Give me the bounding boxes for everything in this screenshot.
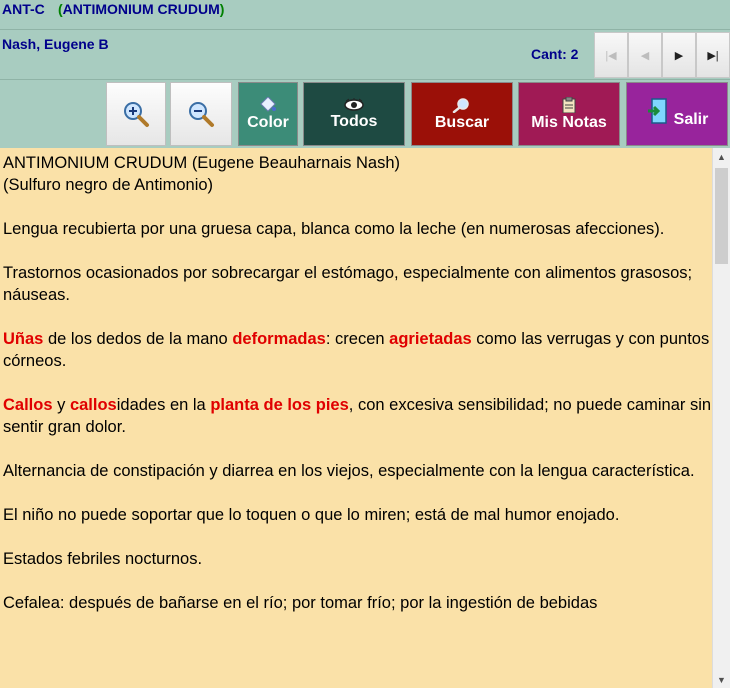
text-part: , con excesiva sensibilidad; no puede caminar sin sentir gran dolor. [3, 396, 712, 436]
paragraph-corns [3, 394, 712, 438]
mis-notas-label: Mis Notas [531, 113, 607, 131]
next-record-button[interactable] [662, 32, 696, 78]
last-record-button[interactable] [696, 32, 730, 78]
todos-label: Todos [330, 112, 378, 130]
text-part: idades en la [116, 396, 211, 414]
zoom-out-button[interactable] [170, 82, 232, 146]
hl-callos: Callos [3, 396, 53, 414]
paragraph-headache: Cefalea: después de bañarse en el río; por tomar frío; por la ingestión de bebidas [3, 594, 598, 612]
paragraph-child: El niño no puede soportar que lo toquen o que lo miren; está de mal humor enojado. [3, 506, 620, 524]
paint-icon [257, 97, 279, 113]
first-icon: |◀ [605, 49, 617, 62]
scroll-up-arrow-icon[interactable]: ▲ [717, 151, 726, 162]
remedy-name-text: ANTIMONIUM CRUDUM [62, 1, 220, 17]
paragraph-constipation: Alternancia de constipación y diarrea en los viejos, especialmente con la lengua característica. [3, 462, 695, 480]
first-record-button[interactable] [594, 32, 628, 78]
text-part: de los dedos de la mano [43, 330, 233, 348]
paragraph-tongue: Lengua recubierta por una gruesa capa, blanca como la leche (en numerosas afecciones). [3, 220, 665, 238]
buscar-button[interactable] [411, 82, 513, 146]
remedy-name: (ANTIMONIUM CRUDUM) [58, 1, 225, 17]
count-label: Cant: 2 [531, 46, 579, 62]
zoom-out-icon [186, 99, 216, 129]
header-line-2: (Sulfuro negro de Antimonio) [3, 176, 214, 194]
paragraph-nails [3, 328, 712, 372]
color-label: Color [247, 113, 289, 131]
scroll-down-arrow-icon[interactable]: ▼ [717, 674, 726, 685]
mis-notas-button[interactable] [518, 82, 620, 146]
vertical-scrollbar[interactable] [712, 148, 730, 688]
zoom-in-button[interactable] [106, 82, 166, 146]
paragraph-fever: Estados febriles nocturnos. [3, 550, 203, 568]
hl-unas: Uñas [3, 330, 44, 348]
remedy-code: ANT-C [2, 1, 45, 17]
clipboard-icon [561, 97, 577, 113]
salir-label: Salir [673, 111, 709, 128]
last-icon: ▶| [707, 49, 719, 62]
eye-icon [343, 98, 365, 112]
title-bar [0, 0, 730, 30]
hl-agrietadas: agrietadas [389, 330, 472, 348]
prev-record-button[interactable] [628, 32, 662, 78]
prev-icon: ◀ [640, 49, 650, 62]
remedy-text [0, 148, 712, 688]
header-line-1: ANTIMONIUM CRUDUM (Eugene Beauharnais Nash) [3, 154, 401, 172]
info-bar [0, 30, 730, 80]
salir-button[interactable] [626, 82, 728, 146]
paragraph-stomach: Trastornos ocasionados por sobrecargar el estómago, especialmente con alimentos grasosos; náuseas. [3, 264, 693, 304]
hl-deformadas: deformadas [232, 330, 326, 348]
toolbar [0, 80, 730, 148]
next-icon: ▶ [674, 49, 684, 62]
text-part: como las verrugas y con puntos córneos. [3, 330, 710, 370]
text-part: : crecen [325, 330, 390, 348]
zoom-in-icon [121, 99, 151, 129]
color-button[interactable] [238, 82, 298, 146]
hl-callos-2: callos [69, 396, 117, 414]
text-part: y [52, 396, 70, 414]
search-icon [451, 97, 473, 113]
exit-door-icon [646, 97, 672, 127]
hl-planta: planta de los pies [210, 396, 349, 414]
todos-button[interactable] [303, 82, 405, 146]
scroll-thumb[interactable] [715, 168, 728, 264]
buscar-label: Buscar [434, 113, 490, 131]
author-name: Nash, Eugene B [2, 36, 109, 52]
